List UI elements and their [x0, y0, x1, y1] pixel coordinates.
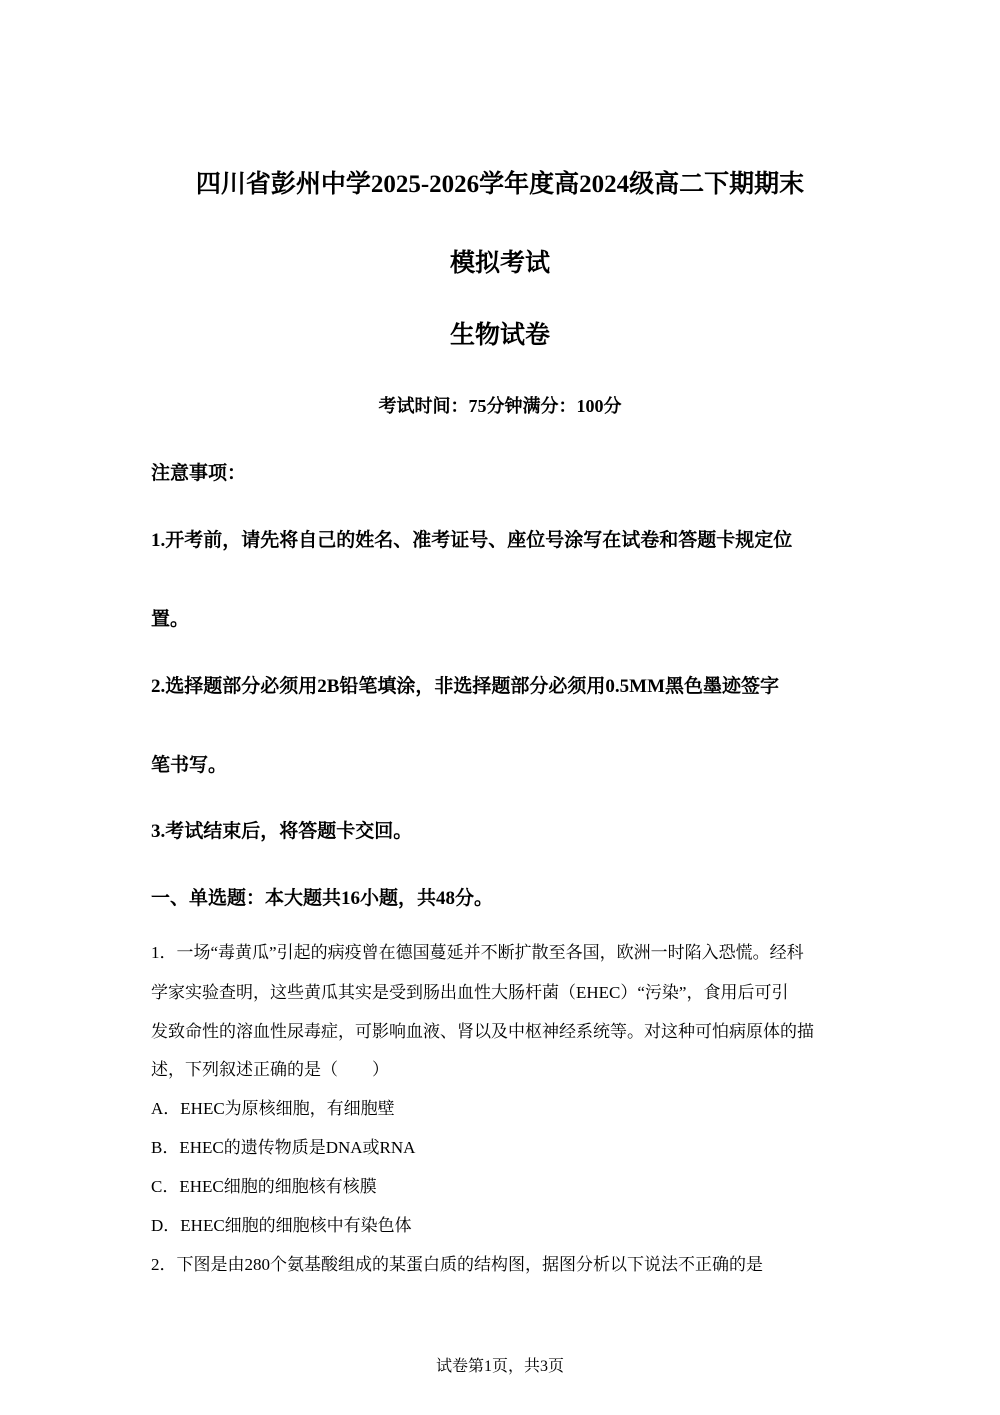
question-1-stem-line-2: 学家实验查明，这些黄瓜其实是受到肠出血性大肠杆菌（EHEC）“污染”，食用后可引: [151, 983, 789, 1002]
question-1-stem-line-4: 述，下列叙述正确的是（ ）: [151, 1060, 389, 1079]
notice-item-3: 3.考试结束后，将答题卡交回。: [151, 821, 413, 842]
exam-title-line-2: 模拟考试: [449, 250, 550, 277]
question-1-stem-line-1: 1．一场“毒黄瓜”引起的病疫曾在德国蔓延并不断扩散至各国，欧洲一时陷入恐慌。经科: [151, 943, 804, 962]
notice-item-2-line-1: 2.选择题部分必须用2B铅笔填涂，非选择题部分必须用0.5MM黑色墨迹签字: [151, 676, 780, 697]
notice-item-1-line-2: 置。: [151, 609, 190, 630]
section-heading: 一、单选题：本大题共16小题，共48分。: [151, 888, 494, 909]
question-2-stem-line-1: 2．下图是由280个氨基酸组成的某蛋白质的结构图，据图分析以下说法不正确的是: [151, 1255, 763, 1274]
question-1-stem-line-3: 发致命性的溶血性尿毒症，可影响血液、肾以及中枢神经系统等。对这种可怕病原体的描: [151, 1022, 814, 1041]
exam-title-line-1: 四川省彭州中学2025-2026学年度高2024级高二下期期末: [195, 171, 805, 198]
subject-title: 生物试卷: [449, 322, 550, 349]
notice-heading: 注意事项：: [151, 463, 247, 484]
notice-item-2-line-2: 笔书写。: [151, 755, 228, 776]
exam-info: 考试时间：75分钟满分：100分: [378, 396, 622, 416]
question-1-option-d: D．EHEC细胞的细胞核中有染色体: [151, 1216, 412, 1235]
page-footer: 试卷第1页，共3页: [435, 1358, 564, 1375]
question-1-option-a: A．EHEC为原核细胞，有细胞壁: [151, 1099, 395, 1118]
question-1-option-c: C．EHEC细胞的细胞核有核膜: [151, 1177, 377, 1196]
question-1-option-b: B．EHEC的遗传物质是DNA或RNA: [151, 1138, 416, 1157]
notice-item-1-line-1: 1.开考前，请先将自己的姓名、准考证号、座位号涂写在试卷和答题卡规定位: [151, 530, 793, 551]
